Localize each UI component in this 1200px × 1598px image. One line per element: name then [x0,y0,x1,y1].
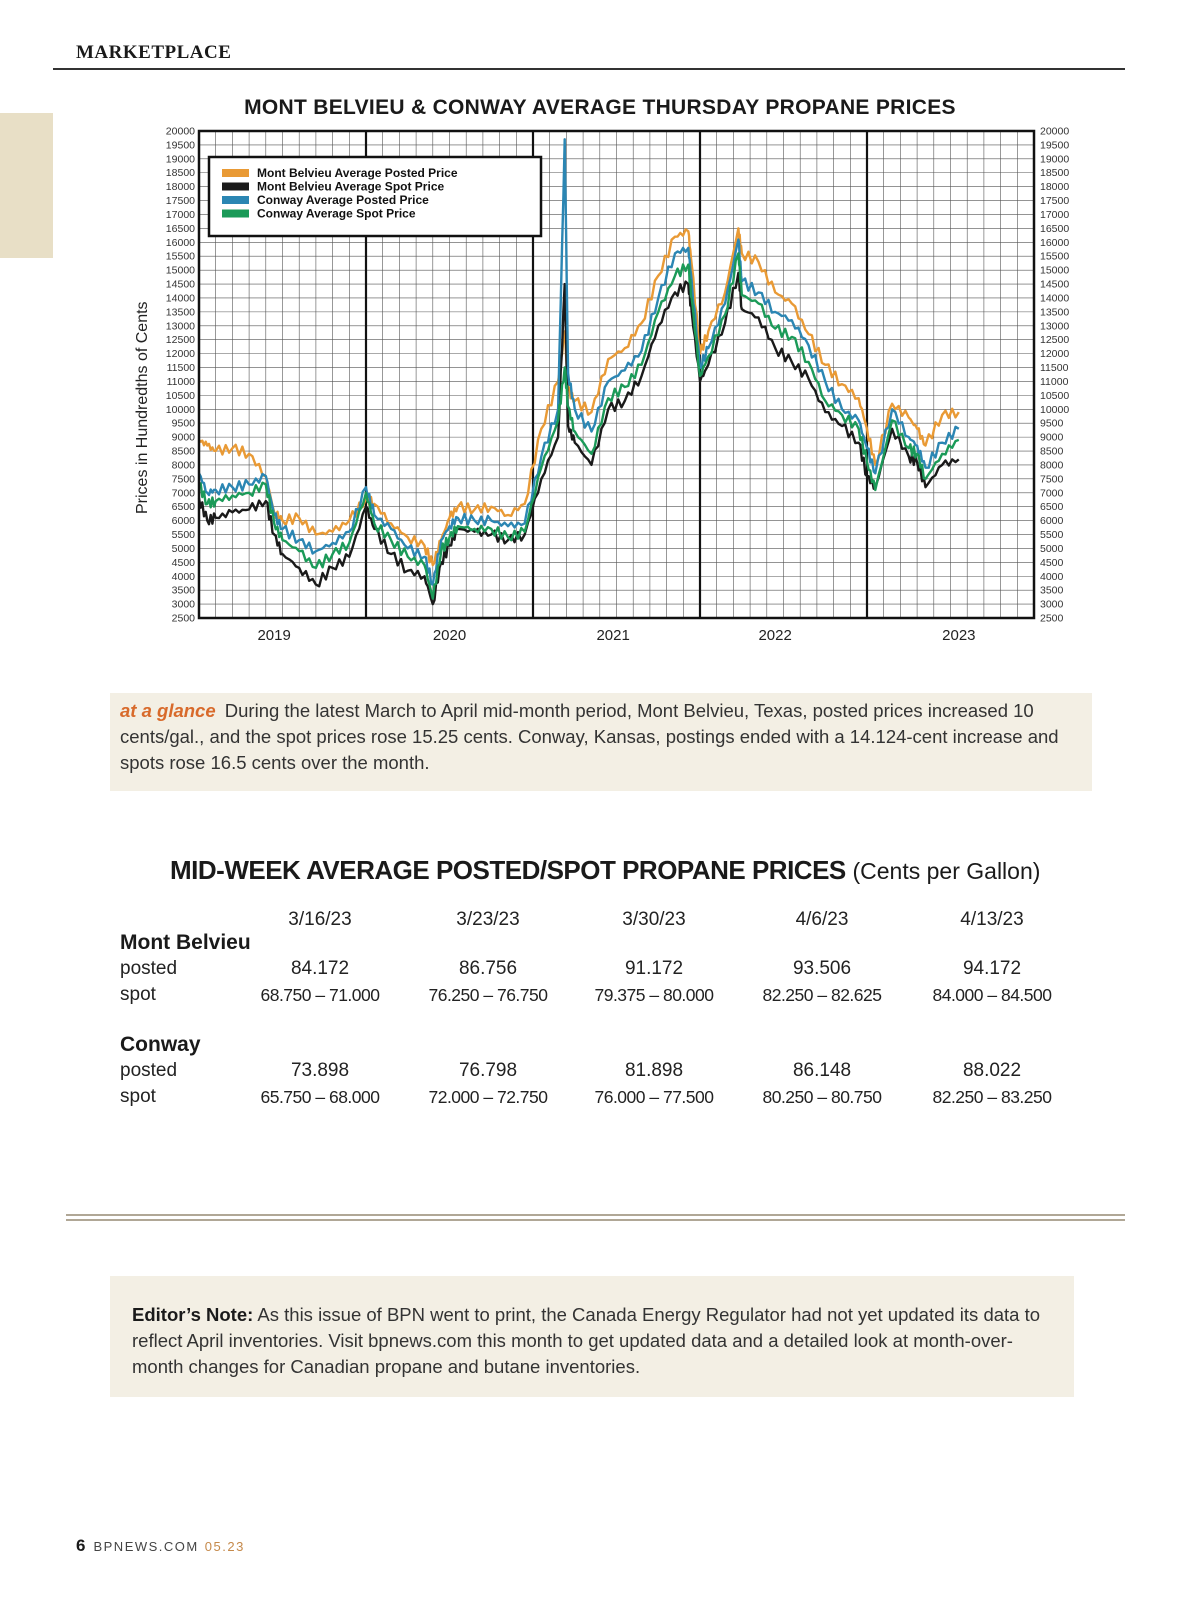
y-tick-label-left: 10000 [165,403,195,416]
prices-table-unit: (Cents per Gallon) [852,858,1041,884]
section-label: MARKETPLACE [76,42,232,63]
y-tick-label-right: 16000 [1040,236,1070,249]
date-header: 3/23/23 [456,909,520,930]
y-tick-label-left: 3000 [171,598,195,611]
y-tick-label-left: 7500 [171,473,195,486]
divider-rule-top [66,1214,1125,1216]
y-tick-label-right: 3500 [1040,584,1064,597]
y-tick-label-left: 14000 [165,292,195,305]
spot-range: 76.000 – 77.500 [594,1087,714,1107]
propane-price-chart [0,118,1200,648]
footer-site: BPNEWS.COM [93,1539,199,1554]
spot-range: 84.000 – 84.500 [932,985,1052,1005]
posted-value: 73.898 [290,1060,350,1081]
group-name: Conway [120,1033,201,1056]
x-tick-label: 2021 [596,627,630,644]
y-tick-label-left: 12000 [165,348,195,361]
posted-value: 91.172 [624,958,684,979]
x-tick-label: 2019 [257,627,291,644]
y-tick-label-right: 17000 [1040,208,1070,221]
y-tick-label-left: 19000 [165,153,195,166]
y-axis-label: Prices in Hundredths of Cents [134,301,151,514]
legend-label: Mont Belvieu Average Posted Price [257,166,458,180]
date-header: 4/13/23 [960,909,1024,930]
y-tick-label-left: 7000 [171,487,195,500]
spot-range: 65.750 – 68.000 [260,1087,380,1107]
spot-range: 82.250 – 83.250 [932,1087,1052,1107]
y-tick-label-left: 17000 [165,208,195,221]
spot-range: 76.250 – 76.750 [428,985,548,1005]
y-tick-label-left: 12500 [165,334,195,347]
y-tick-label-left: 16000 [165,236,195,249]
row-label-spot: spot [120,1086,156,1107]
spot-range: 82.250 – 82.625 [762,985,882,1005]
y-tick-label-right: 14500 [1040,278,1070,291]
date-header: 4/6/23 [795,909,849,930]
y-tick-label-right: 11000 [1040,375,1069,388]
legend-label: Mont Belvieu Average Spot Price [257,179,445,194]
spot-range: 79.375 – 80.000 [594,985,714,1005]
y-tick-label-left: 8000 [171,459,195,472]
y-tick-label-left: 9500 [171,417,195,430]
editors-note-box [110,1276,1074,1397]
y-tick-label-right: 4000 [1040,570,1064,583]
posted-value: 76.798 [458,1060,518,1081]
divider-rule-bottom [66,1219,1125,1221]
row-label-spot: spot [120,984,156,1005]
spot-range: 68.750 – 71.000 [260,985,380,1005]
legend-swatch [222,210,249,218]
y-tick-label-left: 8500 [171,445,195,458]
y-tick-label-left: 9000 [171,431,195,444]
y-tick-label-left: 11000 [166,375,195,388]
row-label-posted: posted [120,958,178,979]
y-tick-label-left: 6000 [171,515,195,528]
y-tick-label-right: 7000 [1040,487,1064,500]
y-tick-label-left: 14500 [165,278,195,291]
date-header: 3/30/23 [622,909,686,930]
y-tick-label-right: 19500 [1040,139,1070,152]
y-tick-label-right: 20000 [1040,125,1070,138]
posted-value: 81.898 [624,1060,684,1081]
page-number: 6 [76,1536,86,1555]
editors-note-text [132,1302,1052,1380]
spot-range: 80.250 – 80.750 [762,1087,882,1107]
y-tick-label-right: 3000 [1040,598,1064,611]
at-a-glance-tag: at a glance [120,700,216,721]
y-tick-label-left: 19500 [165,139,195,152]
y-tick-label-right: 12000 [1040,348,1070,361]
x-tick-label: 2022 [758,627,792,644]
y-tick-label-right: 8000 [1040,459,1064,472]
y-tick-label-right: 2500 [1040,612,1064,625]
editors-note-label: Editor’s Note: [132,1304,254,1325]
y-tick-label-left: 2500 [171,612,195,625]
posted-value: 86.756 [458,958,518,979]
y-tick-label-left: 3500 [171,584,195,597]
y-tick-label-left: 15500 [165,250,195,263]
y-tick-label-right: 15000 [1040,264,1070,277]
date-header: 3/16/23 [288,909,352,930]
y-tick-label-right: 18000 [1040,181,1070,194]
editors-note-body: As this issue of BPN went to print, the Canada Energy Regulator had not yet updated its data to reflect April inventories. Visit bpnews.com this month to get updated data and a detailed look at month-over-month changes for Canadian propane and butane inventories. [132,1304,1041,1377]
spot-range: 72.000 – 72.750 [428,1087,548,1107]
group-name: Mont Belvieu [120,931,251,954]
prices-table-heading: MID-WEEK AVERAGE POSTED/SPOT PROPANE PRICES [170,855,846,885]
row-label-posted: posted [120,1060,178,1081]
at-a-glance-text [120,698,1080,776]
legend-label: Conway Average Spot Price [257,206,416,221]
y-tick-label-left: 6500 [171,501,195,514]
x-tick-label: 2020 [432,627,467,644]
header-rule [53,68,1125,70]
y-tick-label-right: 10000 [1040,403,1070,416]
page-footer [76,1536,245,1556]
y-tick-label-right: 5000 [1040,542,1064,555]
y-tick-label-right: 8500 [1040,445,1064,458]
x-tick-label: 2023 [942,627,976,644]
chart-title: MONT BELVIEU & CONWAY AVERAGE THURSDAY PROPANE PRICES [244,96,956,119]
legend-swatch [222,183,249,191]
y-tick-label-right: 18500 [1040,167,1070,180]
y-tick-label-left: 18000 [165,181,195,194]
y-tick-label-left: 5000 [171,542,195,555]
y-tick-label-right: 12500 [1040,334,1070,347]
y-tick-label-right: 6000 [1040,515,1064,528]
y-tick-label-left: 4500 [171,556,195,569]
y-tick-label-left: 13000 [165,320,195,333]
legend-label: Conway Average Posted Price [257,193,429,207]
y-tick-label-left: 15000 [165,264,195,277]
y-tick-label-right: 7500 [1040,473,1064,486]
legend-swatch [222,169,249,177]
y-tick-label-right: 17500 [1040,195,1070,208]
y-tick-label-left: 10500 [165,389,195,402]
posted-value: 88.022 [962,1060,1022,1081]
posted-value: 86.148 [792,1060,852,1081]
y-tick-label-right: 9000 [1040,431,1064,444]
y-tick-label-right: 14000 [1040,292,1070,305]
y-tick-label-right: 13500 [1040,306,1070,319]
at-a-glance-box [110,693,1092,791]
y-tick-label-right: 6500 [1040,501,1064,514]
legend-swatch [222,196,249,204]
y-tick-label-right: 15500 [1040,250,1070,263]
y-tick-label-right: 16500 [1040,222,1070,235]
posted-value: 93.506 [792,958,852,979]
posted-value: 94.172 [962,958,1022,979]
y-tick-label-left: 11500 [166,362,195,375]
y-tick-label-left: 18500 [165,167,195,180]
y-tick-label-left: 17500 [165,195,195,208]
y-tick-label-right: 5500 [1040,529,1064,542]
y-tick-label-left: 5500 [171,529,195,542]
y-tick-label-left: 4000 [171,570,195,583]
prices-table-title [170,855,1040,886]
y-tick-label-right: 13000 [1040,320,1070,333]
y-tick-label-left: 20000 [165,125,195,138]
at-a-glance-body: During the latest March to April mid-month period, Mont Belvieu, Texas, posted prices increased 10 cents/gal., and the spot prices rose 15.25 cents. Conway, Kansas, postings ended with a 14.124-cent increase and spots rose 16.5 cents over the month. [120,700,1059,773]
y-tick-label-right: 19000 [1040,153,1070,166]
y-tick-label-right: 10500 [1040,389,1070,402]
y-tick-label-left: 16500 [165,222,195,235]
footer-issue: 05.23 [204,1539,245,1554]
y-tick-label-right: 11500 [1040,362,1069,375]
y-tick-label-right: 4500 [1040,556,1064,569]
posted-value: 84.172 [290,958,350,979]
y-tick-label-right: 9500 [1040,417,1064,430]
y-tick-label-left: 13500 [165,306,195,319]
